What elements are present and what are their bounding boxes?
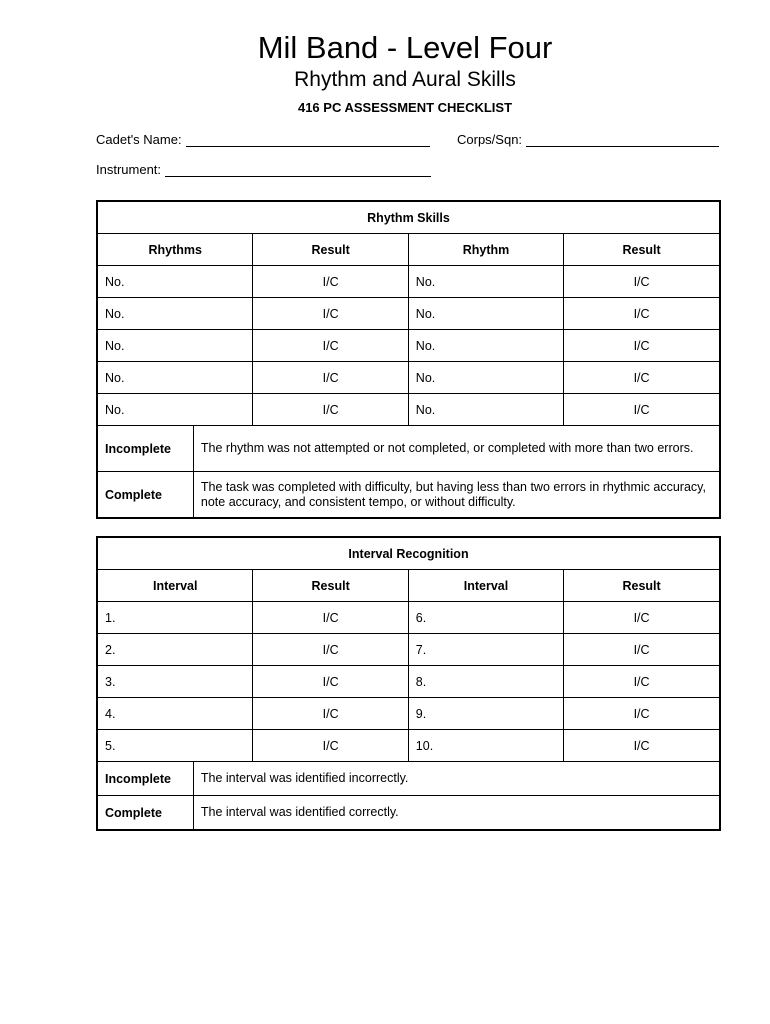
rhythm-number[interactable]: No. — [97, 298, 253, 330]
interval-number[interactable]: 4. — [97, 698, 253, 730]
rhythm-number[interactable]: No. — [97, 394, 253, 426]
interval-number[interactable]: 6. — [408, 602, 563, 634]
interval-result[interactable]: I/C — [253, 602, 408, 634]
table-row — [97, 666, 720, 698]
table-row — [97, 298, 720, 330]
cadet-name-label: Cadet's Name: — [96, 132, 182, 147]
checklist-heading: 416 PC ASSESSMENT CHECKLIST — [297, 100, 513, 115]
rhythm-result[interactable]: I/C — [253, 266, 408, 298]
table-row — [97, 330, 720, 362]
table-row — [97, 698, 720, 730]
table-row — [97, 730, 720, 762]
interval-header-interval: Interval — [408, 570, 563, 602]
interval-number[interactable]: 7. — [408, 634, 563, 666]
cadet-name-line[interactable] — [186, 132, 430, 147]
complete-row — [97, 796, 720, 831]
interval-number[interactable]: 10. — [408, 730, 563, 762]
rhythm-number[interactable]: No. — [408, 330, 563, 362]
complete-row — [97, 472, 720, 519]
rhythm-result[interactable]: I/C — [564, 266, 720, 298]
instrument-field — [96, 162, 431, 177]
table-row — [97, 602, 720, 634]
interval-number[interactable]: 5. — [97, 730, 253, 762]
rhythm-result[interactable]: I/C — [564, 362, 720, 394]
rhythm-result[interactable]: I/C — [253, 394, 408, 426]
incomplete-description: The interval was identified incorrectly. — [193, 762, 720, 796]
complete-description: The interval was identified correctly. — [193, 796, 720, 831]
corps-line[interactable] — [526, 132, 719, 147]
interval-recognition-table — [96, 536, 721, 831]
instrument-label: Instrument: — [96, 162, 162, 177]
interval-result[interactable]: I/C — [564, 666, 720, 698]
incomplete-label: Incomplete — [97, 762, 193, 796]
complete-label: Complete — [97, 796, 193, 831]
rhythm-result[interactable]: I/C — [253, 330, 408, 362]
cadet-name-field — [96, 132, 430, 147]
rhythm-header-result: Result — [253, 234, 408, 266]
complete-label: Complete — [97, 472, 193, 519]
interval-result[interactable]: I/C — [564, 634, 720, 666]
rhythm-number[interactable]: No. — [408, 266, 563, 298]
interval-number[interactable]: 8. — [408, 666, 563, 698]
table-row — [97, 394, 720, 426]
interval-result[interactable]: I/C — [564, 730, 720, 762]
page-title: Mil Band - Level Four — [257, 30, 553, 65]
rhythm-number[interactable]: No. — [408, 298, 563, 330]
rhythm-header-rhythms: Rhythms — [97, 234, 253, 266]
rhythm-result[interactable]: I/C — [564, 330, 720, 362]
rhythm-skills-table — [96, 200, 721, 519]
interval-result[interactable]: I/C — [564, 698, 720, 730]
rhythm-result[interactable]: I/C — [253, 362, 408, 394]
interval-result[interactable]: I/C — [564, 602, 720, 634]
table-row — [97, 634, 720, 666]
instrument-line[interactable] — [165, 162, 431, 177]
interval-number[interactable]: 9. — [408, 698, 563, 730]
interval-number[interactable]: 2. — [97, 634, 253, 666]
interval-number[interactable]: 3. — [97, 666, 253, 698]
interval-header-interval: Interval — [97, 570, 253, 602]
rhythm-result[interactable]: I/C — [564, 298, 720, 330]
interval-result[interactable]: I/C — [253, 730, 408, 762]
rhythm-number[interactable]: No. — [408, 394, 563, 426]
corps-field — [457, 132, 719, 147]
incomplete-description: The rhythm was not attempted or not completed, or completed with more than two errors. — [193, 426, 720, 472]
rhythm-number[interactable]: No. — [97, 266, 253, 298]
rhythm-number[interactable]: No. — [408, 362, 563, 394]
incomplete-label: Incomplete — [97, 426, 193, 472]
rhythm-number[interactable]: No. — [97, 362, 253, 394]
incomplete-row — [97, 762, 720, 796]
incomplete-row — [97, 426, 720, 472]
interval-table-title: Interval Recognition — [97, 537, 720, 570]
table-row — [97, 362, 720, 394]
table-row — [97, 266, 720, 298]
interval-header-result: Result — [253, 570, 408, 602]
corps-label: Corps/Sqn: — [457, 132, 523, 147]
rhythm-table-title: Rhythm Skills — [97, 201, 720, 234]
interval-result[interactable]: I/C — [253, 666, 408, 698]
rhythm-header-rhythm: Rhythm — [408, 234, 563, 266]
interval-result[interactable]: I/C — [253, 634, 408, 666]
page-subtitle: Rhythm and Aural Skills — [294, 68, 516, 91]
complete-description: The task was completed with difficulty, but having less than two errors in rhythmic accuracy, note accuracy, and consistent tempo, or without difficulty. — [193, 472, 720, 519]
interval-result[interactable]: I/C — [253, 698, 408, 730]
rhythm-result[interactable]: I/C — [564, 394, 720, 426]
rhythm-header-result: Result — [564, 234, 720, 266]
interval-header-result: Result — [564, 570, 720, 602]
rhythm-number[interactable]: No. — [97, 330, 253, 362]
rhythm-result[interactable]: I/C — [253, 298, 408, 330]
interval-number[interactable]: 1. — [97, 602, 253, 634]
